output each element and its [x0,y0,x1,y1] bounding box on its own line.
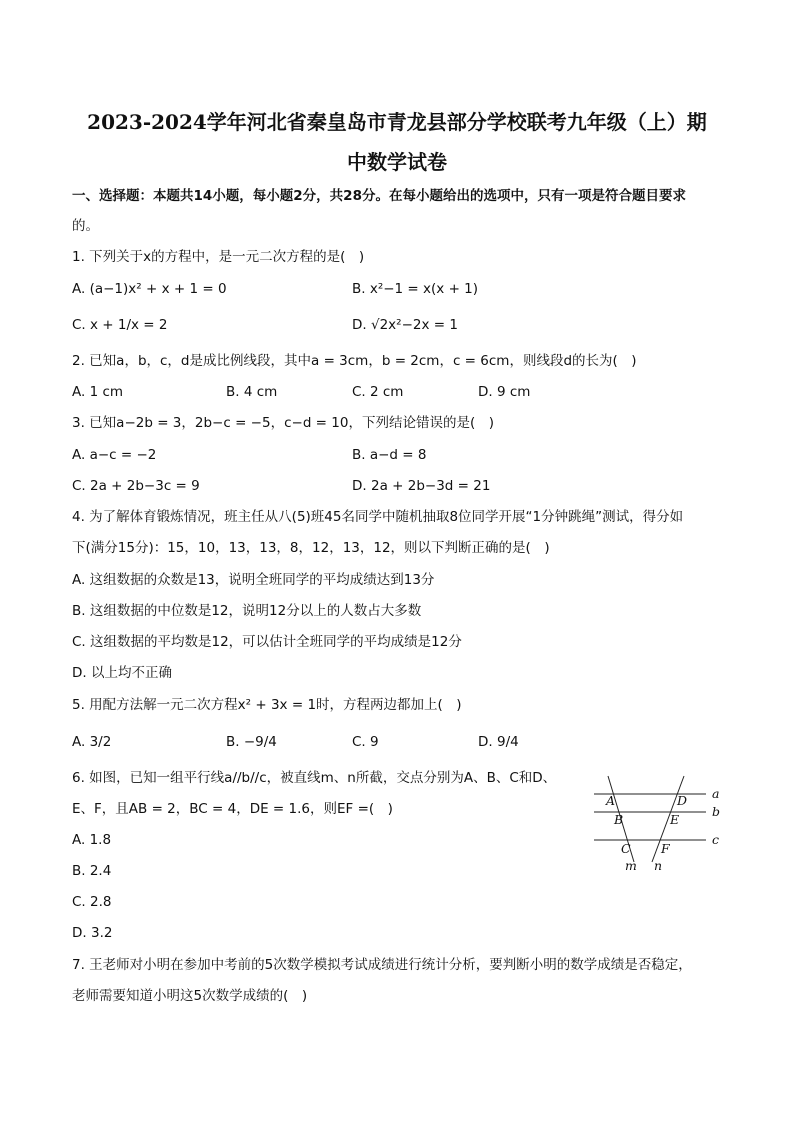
q1-option-c: C. x + 1/x = 2 [72,317,168,333]
q3-option-d: D. 2a + 2b−3d = 21 [352,478,491,494]
label-F: F [661,841,670,856]
section-heading: 一、选择题：本题共14小题，每小题2分，共28分。在每小题给出的选项中，只有一项是符合题目要求 [72,188,686,204]
q4-option-b: B. 这组数据的中位数是12，说明12分以上的人数占大多数 [72,603,422,619]
q1-option-a: A. (a−1)x² + x + 1 = 0 [72,281,227,297]
label-E: E [670,812,680,827]
q6-option-a: A. 1.8 [72,832,112,848]
q6-stem-cont: E、F，且AB = 2，BC = 4，DE = 1.6，则EF =( ) [72,801,393,817]
q5-option-c: C. 9 [352,734,379,750]
label-B: B [614,812,624,827]
q3-option-a: A. a−c = −2 [72,447,157,463]
q6-option-b: B. 2.4 [72,863,112,879]
q2-option-a: A. 1 cm [72,384,124,400]
q5-option-b: B. −9/4 [226,734,277,750]
q5-option-a: A. 3/2 [72,734,112,750]
label-a: a [712,786,720,801]
q1-option-b: B. x²−1 = x(x + 1) [352,281,479,297]
q4-stem: 4. 为了解体育锻炼情况，班主任从八(5)班45名同学中随机抽取8位同学开展“1分钟跳绳”测试，得分如 [72,509,684,525]
page-title-line-1: 2023-2024学年河北省秦皇岛市青龙县部分学校联考九年级（上）期 [87,110,707,134]
q3-option-c: C. 2a + 2b−3c = 9 [72,478,200,494]
q6-option-c: C. 2.8 [72,894,112,910]
q6-stem: 6. 如图，已知一组平行线a//b//c，被直线m、n所截，交点分别为A、B、C和D、 [72,770,557,786]
q3-option-b: B. a−d = 8 [352,447,427,463]
label-C: C [621,841,631,856]
q2-option-b: B. 4 cm [226,384,278,400]
label-n: n [654,858,663,873]
page-title-line-2: 中数学试卷 [347,150,447,174]
q4-option-a: A. 这组数据的众数是13，说明全班同学的平均成绩达到13分 [72,572,435,588]
q5-stem: 5. 用配方法解一元二次方程x² + 3x = 1时，方程两边都加上( ) [72,697,462,713]
q2-option-d: D. 9 cm [478,384,531,400]
parallel-lines-diagram [588,772,728,876]
q4-stem-cont: 下(满分15分)：15，10，13，13，8，12，13，12，则以下判断正确的是( ) [72,540,550,556]
q1-option-d: D. √2x²−2x = 1 [352,317,458,333]
q4-option-d: D. 以上均不正确 [72,665,172,681]
q5-option-d: D. 9/4 [478,734,519,750]
label-m: m [625,858,637,873]
label-b: b [712,804,721,819]
q1-stem: 1. 下列关于x的方程中，是一元二次方程的是( ) [72,249,365,265]
q3-stem: 3. 已知a−2b = 3，2b−c = −5，c−d = 10，下列结论错误的是( ) [72,415,494,431]
label-A: A [606,793,616,808]
section-heading-cont: 的。 [72,218,99,234]
label-D: D [677,793,688,808]
q7-stem-cont: 老师需要知道小明这5次数学成绩的( ) [72,988,308,1004]
q2-stem: 2. 已知a，b，c，d是成比例线段，其中a = 3cm，b = 2cm，c = 6cm，则线段d的长为( ) [72,353,637,369]
q2-option-c: C. 2 cm [352,384,404,400]
label-c: c [712,832,720,847]
q7-stem: 7. 王老师对小明在参加中考前的5次数学模拟考试成绩进行统计分析，要判断小明的数学成绩是否稳定， [72,957,692,973]
q4-option-c: C. 这组数据的平均数是12，可以估计全班同学的平均成绩是12分 [72,634,462,650]
q6-option-d: D. 3.2 [72,925,113,941]
